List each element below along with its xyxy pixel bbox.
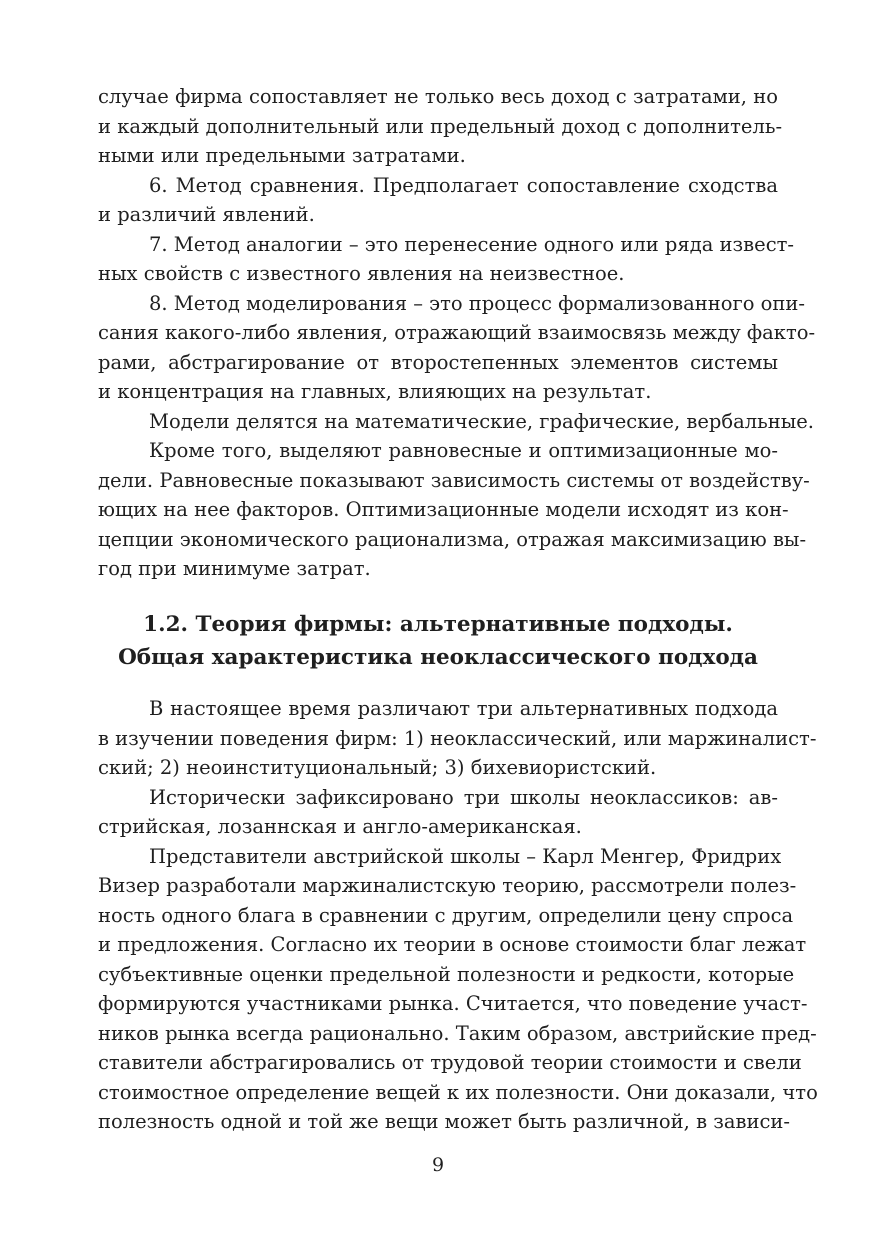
section-heading-line-2: Общая характеристика неоклассического подхода	[118, 645, 758, 670]
text-line: В настоящее время различают три альтернативных подхода	[149, 697, 778, 720]
page-number: 9	[431, 1154, 445, 1176]
text-line: полезность одной и той же вещи может быть различной, в зависи-	[98, 1110, 790, 1133]
text-line: 6. Метод сравнения. Предполагает сопоставление сходства	[149, 173, 778, 197]
text-line: 8. Метод моделирования – это процесс формализованного опи-	[149, 291, 805, 315]
text-line: ность одного блага в сравнении с другим, определили цену спроса	[98, 903, 794, 927]
text-line: ников рынка всегда рационально. Таким образом, австрийские пред-	[98, 1021, 817, 1045]
text-line: случае фирма сопоставляет не только весь доход с затратами, но	[98, 85, 778, 108]
text-line: Модели делятся на математические, графические, вербальные.	[149, 409, 814, 433]
text-line: ский; 2) неоинституциональный; 3) бихевиористский.	[98, 756, 657, 779]
text-line: стрийская, лозаннская и англо-американская.	[98, 815, 582, 838]
section-heading-line-1: 1.2. Теория фирмы: альтернативные подходы.	[143, 612, 733, 637]
text-line: и предложения. Согласно их теории в основе стоимости благ лежат	[98, 933, 807, 956]
text-line: Визер разработали маржиналистскую теорию, рассмотрели полез-	[98, 874, 797, 897]
text-line: ставители абстрагировались от трудовой теории стоимости и свели	[98, 1051, 802, 1074]
text-line: рами, абстрагирование от второстепенных элементов системы	[98, 350, 778, 374]
text-line: ными или предельными затратами.	[98, 144, 466, 167]
text-line: стоимостное определение вещей к их полезности. Они доказали, что	[98, 1080, 818, 1104]
text-line: ных свойств с известного явления на неизвестное.	[98, 262, 625, 285]
text-line: и различий явлений.	[98, 203, 315, 226]
text-line: Исторически зафиксировано три школы неоклассиков: ав-	[149, 785, 778, 809]
text-line: и каждый дополнительный или предельный доход с дополнитель-	[98, 114, 783, 138]
text-line: Представители австрийской школы – Карл Менгер, Фридрих	[149, 844, 782, 868]
text-line: формируются участниками рынка. Считается, что поведение участ-	[98, 992, 808, 1015]
text-line: цепции экономического рационализма, отражая максимизацию вы-	[98, 527, 807, 551]
text-line: Кроме того, выделяют равновесные и оптимизационные мо-	[149, 439, 778, 462]
text-line: год при минимуме затрат.	[98, 557, 371, 580]
text-line: дели. Равновесные показывают зависимость системы от воздейству-	[98, 468, 810, 492]
text-line: в изучении поведения фирм: 1) неоклассический, или маржиналист-	[98, 726, 817, 750]
text-line: ющих на нее факторов. Оптимизационные модели исходят из кон-	[98, 498, 789, 521]
text-line: сания какого-либо явления, отражающий взаимосвязь между факто-	[98, 321, 816, 344]
text-line: и концентрация на главных, влияющих на результат.	[98, 380, 652, 403]
text-line: субъективные оценки предельной полезности и редкости, которые	[98, 962, 795, 986]
text-line: 7. Метод аналогии – это перенесение одного или ряда извест-	[149, 232, 794, 256]
